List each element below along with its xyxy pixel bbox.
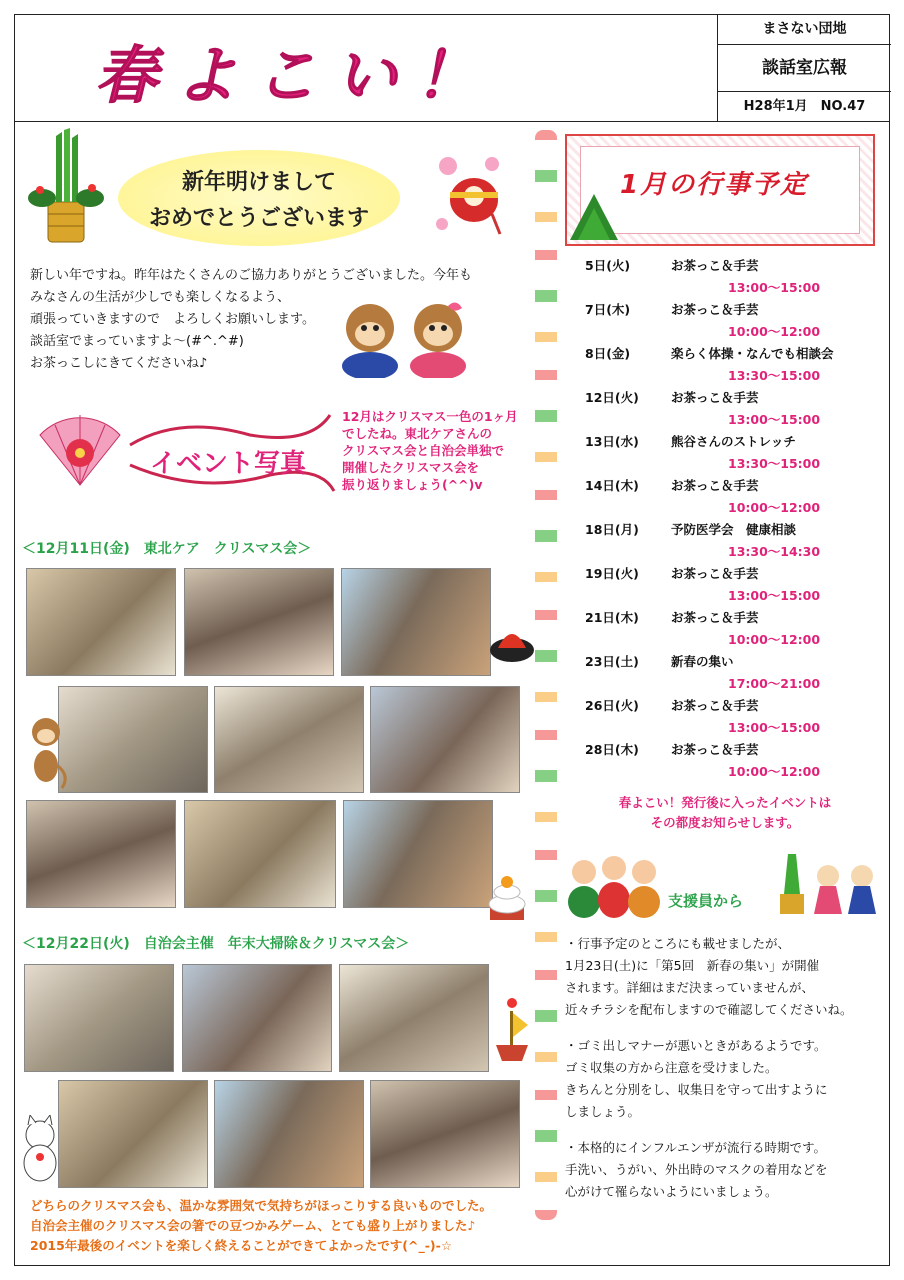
schedule-date: 13日(水) — [585, 434, 639, 449]
schedule-date: 7日(木) — [585, 302, 631, 317]
schedule-time: 13:30～14:30 — [728, 544, 821, 559]
schedule-event: 予防医学会 健康相談 — [671, 522, 797, 537]
schedule-item — [580, 388, 870, 432]
event-photo — [370, 1080, 520, 1188]
event-note-line: 開催したクリスマス会を — [342, 460, 480, 475]
schedule-item — [580, 608, 870, 652]
event-photo — [184, 568, 334, 676]
schedule-date: 23日(土) — [585, 654, 639, 669]
schedule-item — [580, 520, 870, 564]
support-line: されます。詳細はまだ決まっていませんが、 — [565, 980, 815, 995]
schedule-date: 26日(火) — [585, 698, 639, 713]
support-line: ゴミ収集の方から注意を受けました。 — [565, 1060, 778, 1075]
kagami-mochi-icon — [484, 868, 530, 922]
schedule-note — [575, 793, 875, 833]
summary-line: 2015年最後のイベントを楽しく終えることができてよかったです(^_-)-☆ — [30, 1238, 453, 1253]
schedule-item — [580, 300, 870, 344]
schedule-time: 13:30～15:00 — [728, 456, 821, 471]
event-photo — [26, 568, 176, 676]
schedule-date: 28日(木) — [585, 742, 639, 757]
schedule-date: 18日(月) — [585, 522, 639, 537]
greeting-line-1: 新年明けまして — [181, 169, 336, 195]
summary-line: 自治会主催のクリスマス会の箸での豆つかみゲーム、とても盛り上がりました♪ — [30, 1218, 476, 1233]
schedule-item — [580, 476, 870, 520]
schedule-time: 13:00～15:00 — [728, 720, 821, 735]
paragraph-gap — [565, 1123, 885, 1137]
support-line: しましょう。 — [565, 1104, 641, 1119]
folding-fan-icon — [35, 395, 125, 495]
event-note — [342, 408, 532, 493]
pine-icon — [566, 190, 622, 244]
schedule-event: お茶っこ＆手芸 — [671, 610, 759, 625]
support-line: きちんと分別をし、収集日を守って出すように — [565, 1082, 828, 1097]
event-note-line: でしたね。東北ケアさんの — [342, 426, 493, 441]
event-photo — [184, 800, 336, 908]
event-photo — [26, 800, 176, 908]
summary-line: どちらのクリスマス会も、温かな雰囲気で気持ちがほっこりする良いものでした。 — [30, 1198, 493, 1213]
schedule-item — [580, 696, 870, 740]
event-photo — [343, 800, 493, 908]
schedule-date: 14日(木) — [585, 478, 639, 493]
event-photo — [370, 686, 520, 793]
monkey-icon — [24, 710, 70, 790]
event-photo — [214, 686, 364, 793]
schedule-item — [580, 564, 870, 608]
schedule-title: 1月の行事予定 — [620, 170, 809, 200]
schedule-time: 10:00～12:00 — [728, 632, 821, 647]
schedule-event: お茶っこ＆手芸 — [671, 302, 759, 317]
schedule-time: 10:00～12:00 — [728, 764, 821, 779]
section-title-dec11: ＜12月11日(金) 東北ケア クリスマス会＞ — [22, 541, 312, 557]
schedule-date: 21日(木) — [585, 610, 639, 625]
schedule-item — [580, 432, 870, 476]
support-title: 支援員から — [668, 892, 744, 910]
paragraph-gap — [565, 1021, 885, 1035]
event-photo — [214, 1080, 364, 1188]
schedule-item — [580, 740, 870, 784]
schedule-date: 19日(火) — [585, 566, 639, 581]
event-photo — [341, 568, 491, 676]
schedule-time: 17:00～21:00 — [728, 676, 821, 691]
event-photo — [339, 964, 489, 1072]
support-line: 近々チラシを配布しますので確認してくださいね。 — [565, 1002, 853, 1017]
daruma-icon — [428, 152, 514, 238]
support-message — [565, 933, 885, 1203]
decorative-border — [535, 130, 557, 1220]
intro-line: お茶っこしにきてくださいね♪ — [30, 356, 208, 371]
header-info-box — [717, 14, 890, 122]
header-divider — [14, 121, 890, 122]
event-photo — [24, 964, 174, 1072]
org-name: まさない団地 — [718, 14, 891, 45]
schedule-event: お茶っこ＆手芸 — [671, 742, 759, 757]
schedule-time: 13:30～15:00 — [728, 368, 821, 383]
schedule-event: お茶っこ＆手芸 — [671, 390, 759, 405]
schedule-item — [580, 256, 870, 300]
schedule-time: 10:00～12:00 — [728, 324, 821, 339]
support-line: ・行事予定のところにも載せましたが、 — [565, 936, 791, 951]
event-photo — [182, 964, 332, 1072]
schedule-date: 12日(火) — [585, 390, 639, 405]
support-line: 心がけて罹らないようにいましょう。 — [565, 1184, 778, 1199]
schedule-list — [580, 256, 870, 784]
support-line: ・ゴミ出しマナーが悪いときがあるようです。 — [565, 1038, 827, 1053]
greeting-line-2: おめでとうございます — [148, 205, 369, 231]
schedule-event: お茶っこ＆手芸 — [671, 698, 759, 713]
event-photo — [58, 1080, 208, 1188]
schedule-time: 13:00～15:00 — [728, 280, 821, 295]
support-line: 手洗い、うがい、外出時のマスクの着用などを — [565, 1162, 828, 1177]
paper-name: 談話室広報 — [718, 45, 891, 92]
new-year-greeting — [118, 164, 400, 236]
issue-number: H28年1月 NO.47 — [743, 99, 866, 114]
hat-icon — [488, 620, 536, 666]
schedule-item — [580, 652, 870, 696]
event-note-line: 12月はクリスマス一色の1ヶ月 — [342, 409, 518, 424]
new-year-kids-icon — [770, 848, 880, 918]
section-title-dec22: ＜12月22日(火) 自治会主催 年末大掃除＆クリスマス会＞ — [22, 936, 410, 952]
event-note-line: クリスマス会と自治会単独で — [342, 443, 505, 458]
intro-line: 談話室でまっていますよ～(#^.^#) — [30, 334, 244, 349]
schedule-item — [580, 344, 870, 388]
schedule-event: 新春の集い — [671, 654, 734, 669]
lucky-cat-icon — [18, 1115, 62, 1185]
schedule-date: 5日(火) — [585, 258, 631, 273]
event-summary — [30, 1196, 530, 1256]
schedule-time: 10:00～12:00 — [728, 500, 821, 515]
event-note-line: 振り返りましょう(^^)v — [342, 477, 483, 492]
schedule-event: 熊谷さんのストレッチ — [671, 434, 796, 449]
schedule-event: お茶っこ＆手芸 — [671, 258, 759, 273]
treasure-ship-icon — [492, 995, 532, 1071]
schedule-note-line: その都度お知らせします。 — [650, 815, 800, 830]
event-photo — [58, 686, 208, 793]
schedule-time: 13:00～15:00 — [728, 412, 821, 427]
schedule-event: 楽らく体操・なんでも相談会 — [671, 346, 834, 361]
intro-line: 新しい年ですね。昨年はたくさんのご協力ありがとうございました。今年も — [30, 268, 473, 283]
intro-line: みなさんの生活が少しでも楽しくなるよう、 — [30, 290, 291, 305]
newsletter-title: 春よこい！ — [95, 39, 496, 112]
schedule-date: 8日(金) — [585, 346, 631, 361]
intro-text — [30, 265, 510, 375]
support-line: ・本格的にインフルエンザが流行る時期です。 — [565, 1140, 827, 1155]
schedule-event: お茶っこ＆手芸 — [671, 478, 759, 493]
schedule-event: お茶っこ＆手芸 — [671, 566, 759, 581]
lucky-gods-icon — [564, 850, 664, 920]
support-line: 1月23日(土)に「第5回 新春の集い」が開催 — [565, 958, 820, 973]
schedule-time: 13:00～15:00 — [728, 588, 821, 603]
kadomatsu-icon — [26, 128, 106, 246]
event-photo-title: イベント写真 — [150, 449, 307, 479]
schedule-note-line: 春よこい！発行後に入ったイベントは — [618, 795, 832, 810]
intro-line: 頑張っていきますので よろしくお願いします。 — [30, 312, 315, 327]
